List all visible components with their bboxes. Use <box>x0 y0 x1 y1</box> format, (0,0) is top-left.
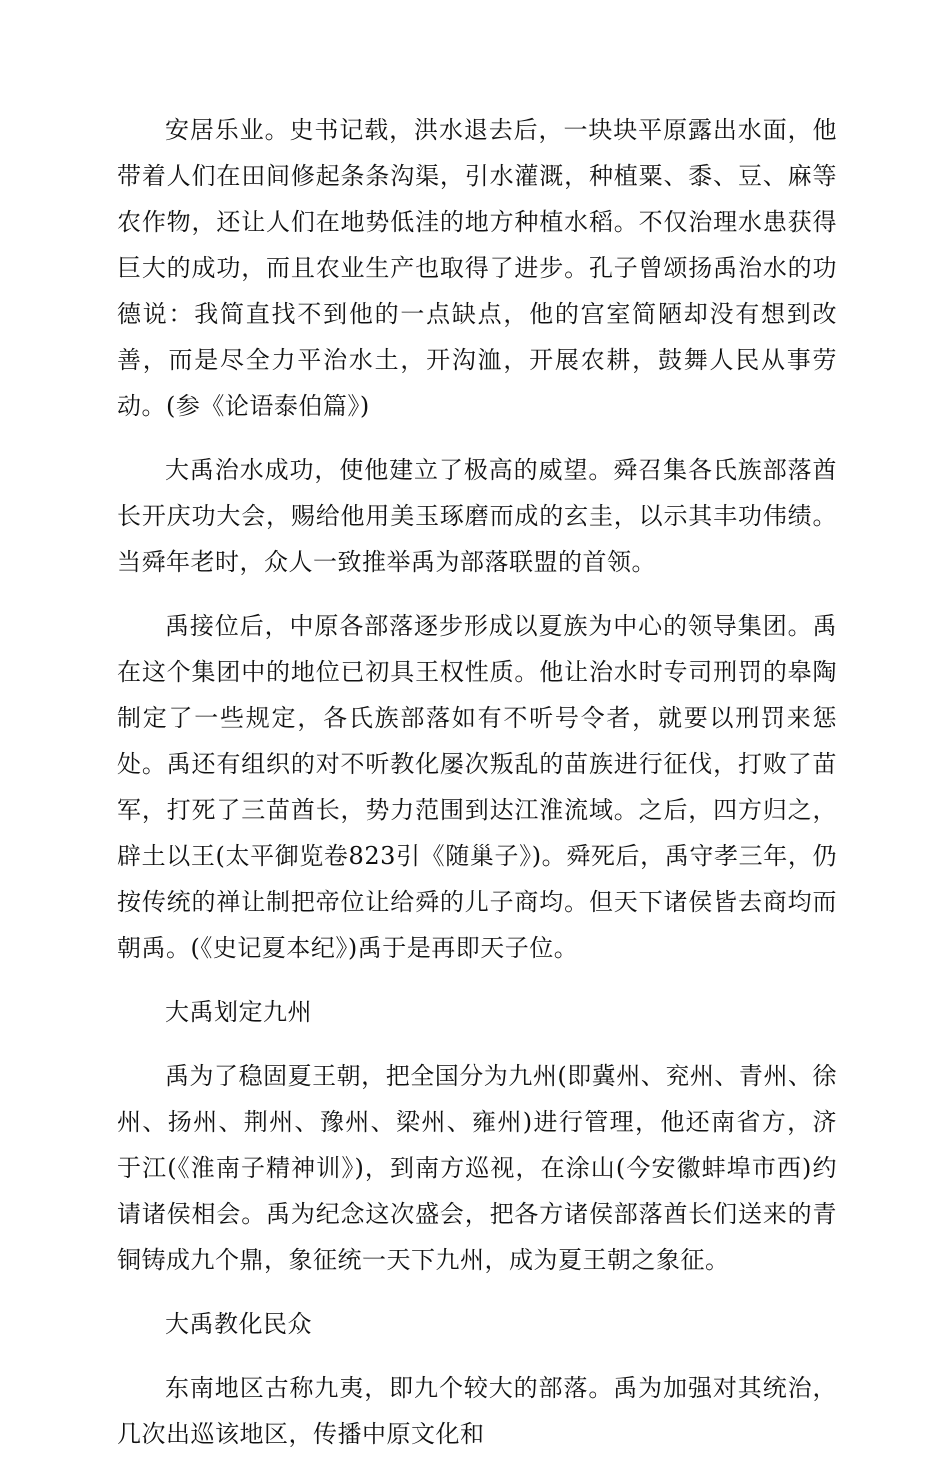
document-page <box>117 107 837 1475</box>
paragraph-education: 东南地区古称九夷，即九个较大的部落。禹为加强对其统治，几次出巡该地区，传播中原文化和 <box>117 1374 837 1448</box>
paragraph-prestige: 大禹治水成功，使他建立了极高的威望。舜召集各氏族部落酋长开庆功大会，赐给他用美玉琢磨而成的玄圭，以示其丰功伟绩。当舜年老时，众人一致推举禹为部落联盟的首领。 <box>117 456 837 576</box>
paragraph-succession: 禹接位后，中原各部落逐步形成以夏族为中心的领导集团。禹在这个集团中的地位已初具王权性质。他让治水时专司刑罚的皋陶制定了一些规定，各氏族部落如有不听号令者，就要以刑罚来惩处。禹还有组织的对不听教化屡次叛乱的苗族进行征伐，打败了苗军，打死了三苗酋长，势力范围到达江淮流域。之后，四方归之，辟土以王(太平御览卷823引《随巢子》)。舜死后，禹守孝三年，仍按传统的禅让制把帝位让给舜的儿子商均。但天下诸侯皆去商均而朝禹。(《史记夏本纪》)禹于是再即天子位。 <box>117 612 837 962</box>
paragraph-nine-provinces: 禹为了稳固夏王朝，把全国分为九州(即冀州、兖州、青州、徐州、扬州、荆州、豫州、梁州、雍州)进行管理，他还南省方，济于江(《淮南子精神训》)，到南方巡视，在涂山(今安徽蚌埠市西)约请诸侯相会。禹为纪念这次盛会，把各方诸侯部落酋长们送来的青铜铸成九个鼎，象征统一天下九州，成为夏王朝之象征。 <box>117 1062 837 1274</box>
paragraph-agriculture: 安居乐业。史书记载，洪水退去后，一块块平原露出水面，他带着人们在田间修起条条沟渠，引水灌溉，种植粟、黍、豆、麻等农作物，还让人们在地势低洼的地方种植水稻。不仅治理水患获得巨大的成功，而且农业生产也取得了进步。孔子曾颂扬禹治水的功德说：我简直找不到他的一点缺点，他的宫室简陋却没有想到改善，而是尽全力平治水土，开沟洫，开展农耕，鼓舞人民从事劳动。(参《论语泰伯篇》) <box>117 116 837 420</box>
section-heading-nine-provinces: 大禹划定九州 <box>165 998 312 1026</box>
section-heading-education: 大禹教化民众 <box>165 1310 312 1338</box>
